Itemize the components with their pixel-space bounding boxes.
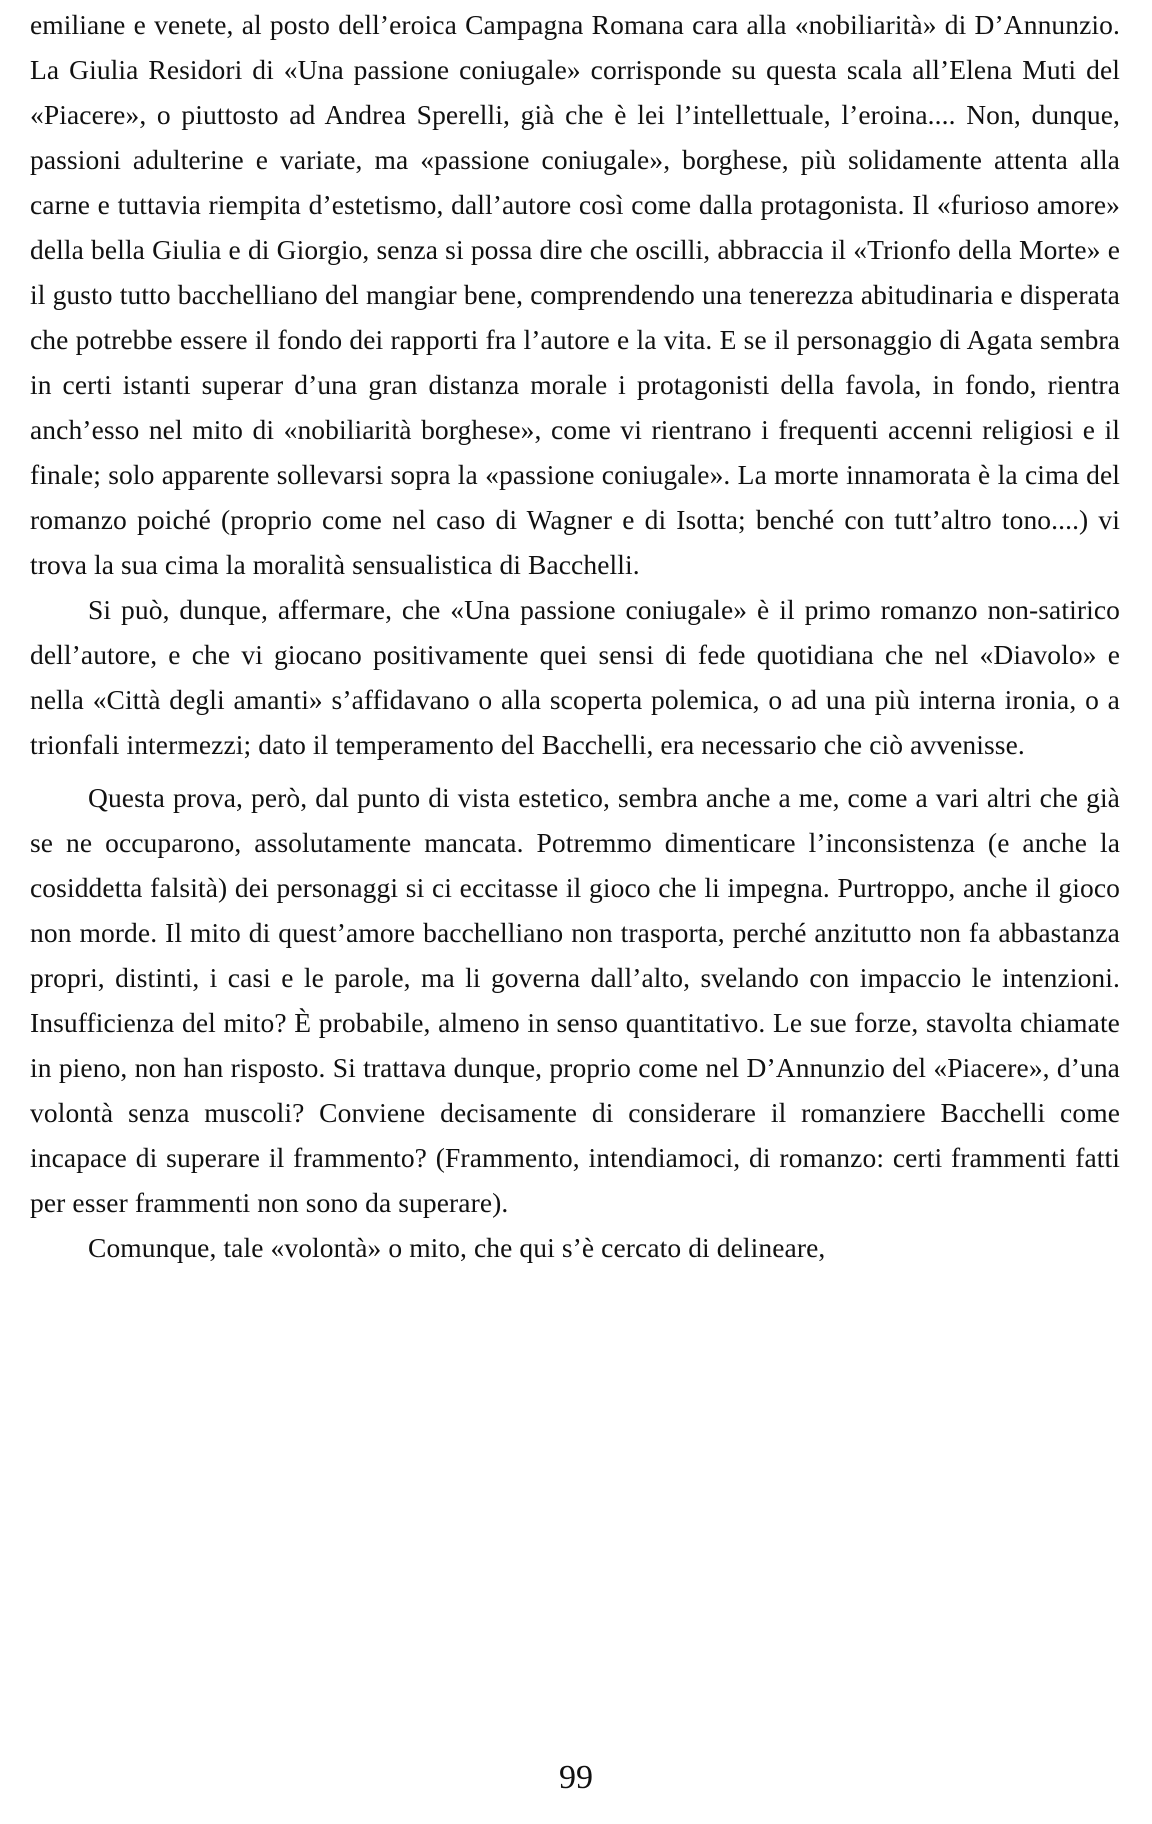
paragraph-3: Questa prova, però, dal punto di vista estetico, sembra anche a me, come a vari altri che già se ne occuparono, assolutamente mancata. Potremmo dimenticare l’inconsistenza (e anche la cosiddetta falsità) dei personaggi si ci eccitasse il gioco che li impegna. Purtroppo, anche il gioco non morde. Il mito di quest’amore bacchelliano non trasporta, perché anzitutto non fa abbastanza propri, distinti, i casi e le parole, ma li governa dall’alto, svelando con impaccio le intenzioni. Insufficienza del mito? È probabile, almeno in senso quantitativo. Le sue forze, stavolta chiamate in pieno, non han risposto. Si trattava dunque, proprio come nel D’Annunzio del «Piacere», d’una volontà senza muscoli? Conviene decisamente di considerare il romanziere Bacchelli come incapace di superare il frammento? (Frammento, intendiamoci, di romanzo: certi frammenti fatti per esser frammenti non sono da superare). bbox=[30, 782, 1120, 1218]
paragraph-2: Si può, dunque, affermare, che «Una passione coniugale» è il primo romanzo non-satirico dell’autore, e che vi giocano positivamente quei sensi di fede quotidiana che nel «Diavolo» e nella «Città degli amanti» s’affidavano o alla scoperta polemica, o ad una più interna ironia, o a trionfali intermezzi; dato il temperamento del Bacchelli, era necessario che ciò avvenisse. bbox=[30, 594, 1120, 760]
body-text bbox=[30, 2, 1120, 1270]
book-page bbox=[30, 0, 1122, 1824]
page-number: 99 bbox=[559, 1759, 593, 1796]
paragraph-1: emiliane e venete, al posto dell’eroica Campagna Romana cara alla «nobiliarità» di D’Annunzio. La Giulia Residori di «Una passione coniugale» corrisponde su questa scala all’Elena Muti del «Piacere», o piuttosto ad Andrea Sperelli, già che è lei l’intellettuale, l’eroina.... Non, dunque, passioni adulterine e variate, ma «passione coniugale», borghese, più solidamente attenta alla carne e tuttavia riempita d’estetismo, dall’autore così come dalla protagonista. Il «furioso amore» della bella Giulia e di Giorgio, senza si possa dire che oscilli, abbraccia il «Trionfo della Morte» e il gusto tutto bacchelliano del mangiar bene, comprendendo una tenerezza abitudinaria e disperata che potrebbe essere il fondo dei rapporti fra l’autore e la vita. E se il personaggio di Agata sembra in certi istanti superar d’una gran distanza morale i protagonisti della favola, in fondo, rientra anch’esso nel mito di «nobiliarità borghese», come vi rientrano i frequenti accenni religiosi e il finale; solo apparente sollevarsi sopra la «passione coniugale». La morte innamorata è la cima del romanzo poiché (proprio come nel caso di Wagner e di Isotta; benché con tutt’altro tono....) vi trova la sua cima la moralità sensualistica di Bacchelli. bbox=[30, 9, 1120, 580]
paragraph-4: Comunque, tale «volontà» o mito, che qui s’è cercato di delineare, bbox=[88, 1232, 826, 1263]
